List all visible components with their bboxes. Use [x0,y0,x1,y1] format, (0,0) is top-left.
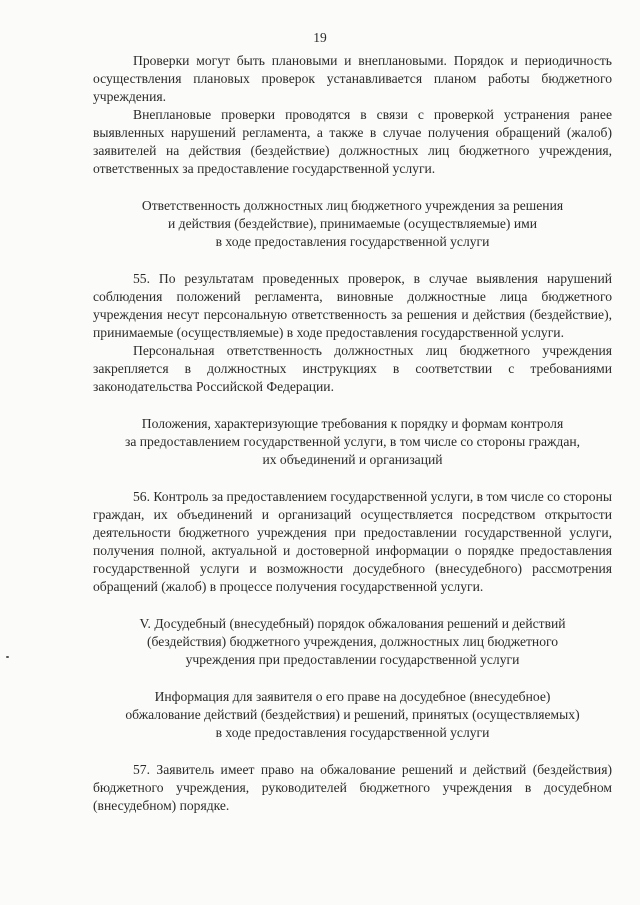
heading-line: Положения, характеризующие требования к порядку и формам контроля [141,416,564,431]
heading-line: Информация для заявителя о его праве на досудебное (внесудебное) [154,689,551,704]
paragraph: 56. Контроль за предоставлением государственной услуги, в том числе со стороны граждан, их объединений и организаций осуществляется посредством открытости деятельности бюджетного учреждения при предоставлении государственной услуги, получения полной, актуальной и достоверной информации о порядке предоставления государственной услуги и возможности досудебного (внесудебного) рассмотрения обращений (жалоб) в процессе получения государственной услуги. [93,489,612,594]
heading-line: обжалование действий (бездействия) и решений, принятых (осуществляемых) [125,707,580,722]
paragraph: 55. По результатам проведенных проверок, в случае выявления нарушений соблюдения положений регламента, виновные должностные лица бюджетного учреждения несут персональную ответственность за решения и действия (бездействие), принимаемые (осуществляемые) в ходе предоставления государственной услуги. [93,271,612,340]
paragraph: 57. Заявитель имеет право на обжалование решений и действий (бездействия) бюджетного учреждения, руководителей бюджетного учреждения в досудебном (внесудебном) порядке. [93,762,612,813]
section-heading [93,197,612,251]
paragraph: Проверки могут быть плановыми и внеплановыми. Порядок и периодичность осуществления плановых проверок устанавливается планом работы бюджетного учреждения. [93,53,612,104]
heading-line: (бездействия) бюджетного учреждения, должностных лиц бюджетного [146,634,559,649]
document-body [93,52,612,815]
paragraph: Внеплановые проверки проводятся в связи с проверкой устранения ранее выявленных нарушений регламента, а также в случае получения обращений (жалоб) заявителей на действия (бездействие) должностных лиц бюджетного учреждения, ответственных за предоставление государственной услуги. [93,107,612,176]
heading-line: и действия (бездействие), принимаемые (осуществляемые) ими [168,216,537,231]
chapter-heading [93,615,612,669]
heading-line: учреждения при предоставлении государственной услуги [185,652,520,667]
heading-line: Ответственность должностных лиц бюджетного учреждения за решения [141,198,564,213]
heading-line: их объединений и организаций [262,452,443,467]
paragraph: Персональная ответственность должностных лиц бюджетного учреждения закрепляется в должностных инструкциях в соответствии с требованиями законодательства Российской Федерации. [93,343,612,394]
page-number: 19 [313,30,327,45]
heading-line: V. Досудебный (внесудебный) порядок обжалования решений и действий [139,616,566,631]
scan-speck [6,656,9,658]
heading-line: в ходе предоставления государственной услуги [215,234,490,249]
heading-line: в ходе предоставления государственной услуги [215,725,490,740]
section-heading [93,415,612,469]
heading-line: за предоставлением государственной услуги, в том числе со стороны граждан, [124,434,581,449]
section-heading [93,688,612,742]
